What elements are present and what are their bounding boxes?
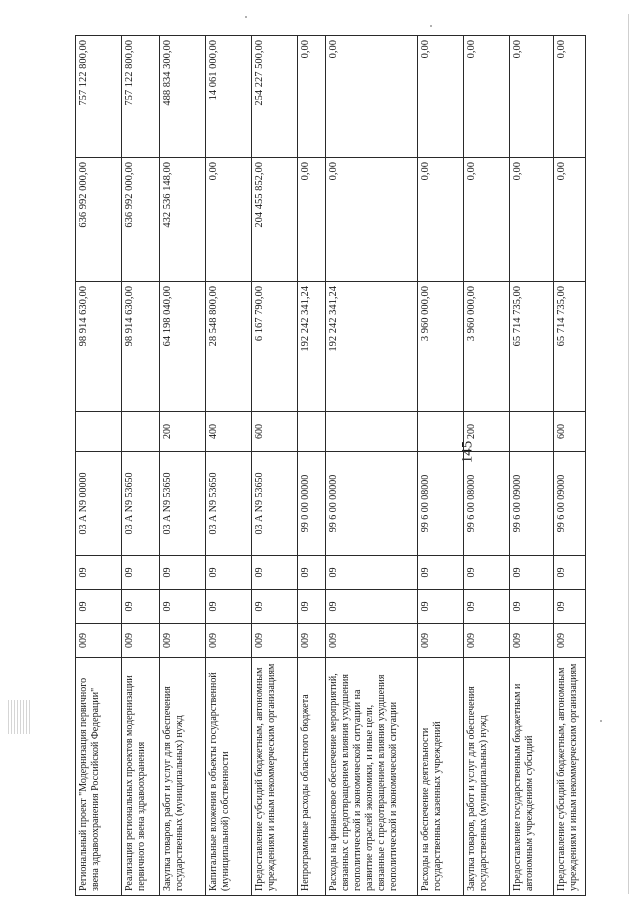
target-article-code: 03 А N9 53650 <box>160 452 206 556</box>
row-name: Предоставление субсидий бюджетным, автономным учреждениям и иным некоммерческим организациям <box>252 658 298 896</box>
expense-type-code <box>326 412 418 452</box>
amount-year-2: 432 536 148,00 <box>160 158 206 282</box>
section-code: 09 <box>510 590 554 624</box>
table-row <box>160 36 206 896</box>
amount-year-2: 0,00 <box>554 158 586 282</box>
amount-year-2: 0,00 <box>298 158 326 282</box>
subsection-code: 09 <box>122 556 160 590</box>
amount-year-1: 98 914 630,00 <box>122 282 160 412</box>
ministry-code: 009 <box>464 624 510 658</box>
section-code: 09 <box>326 590 418 624</box>
ministry-code: 009 <box>122 624 160 658</box>
amount-year-2: 0,00 <box>206 158 252 282</box>
row-name: Закупка товаров, работ и услуг для обеспечения государственных (муниципальных) нужд <box>160 658 206 896</box>
ministry-code: 009 <box>326 624 418 658</box>
scan-edge-line <box>628 14 629 894</box>
expense-type-code <box>298 412 326 452</box>
target-article-code: 03 А N9 53650 <box>206 452 252 556</box>
amount-year-3: 0,00 <box>554 36 586 158</box>
subsection-code: 09 <box>298 556 326 590</box>
target-article-code: 99 6 00 08000 <box>464 452 510 556</box>
table-row <box>76 36 122 896</box>
subsection-code: 09 <box>206 556 252 590</box>
section-code: 09 <box>298 590 326 624</box>
ministry-code: 009 <box>206 624 252 658</box>
table-row <box>464 36 510 896</box>
amount-year-1: 3 960 000,00 <box>418 282 464 412</box>
budget-table-rotated <box>75 36 585 896</box>
amount-year-3: 757 122 800,00 <box>122 36 160 158</box>
section-code: 09 <box>122 590 160 624</box>
target-article-code: 99 6 00 09000 <box>554 452 586 556</box>
ministry-code: 009 <box>554 624 586 658</box>
scan-speck <box>245 16 247 18</box>
subsection-code: 09 <box>510 556 554 590</box>
amount-year-3: 757 122 800,00 <box>76 36 122 158</box>
scan-speck <box>430 25 432 27</box>
row-name: Реализация региональных проектов модернизации первичного звена здравоохранения <box>122 658 160 896</box>
row-name: Предоставление государственным бюджетным и автономным учреждениям субсидий <box>510 658 554 896</box>
amount-year-1: 64 198 040,00 <box>160 282 206 412</box>
ministry-code: 009 <box>418 624 464 658</box>
section-code: 09 <box>464 590 510 624</box>
subsection-code: 09 <box>418 556 464 590</box>
amount-year-1: 98 914 630,00 <box>76 282 122 412</box>
target-article-code: 03 А N9 00000 <box>76 452 122 556</box>
amount-year-1: 192 242 341,24 <box>298 282 326 412</box>
table-row <box>554 36 586 896</box>
budget-table <box>75 35 586 896</box>
row-name: Закупка товаров, работ и услуг для обеспечения государственных (муниципальных) нужд <box>464 658 510 896</box>
table-row <box>298 36 326 896</box>
amount-year-2: 0,00 <box>510 158 554 282</box>
amount-year-1: 3 960 000,00 <box>464 282 510 412</box>
table-row <box>418 36 464 896</box>
row-name: Предоставление субсидий бюджетным, автономным учреждениям и иным некоммерческим организациям <box>554 658 586 896</box>
expense-type-code <box>510 412 554 452</box>
ministry-code: 009 <box>510 624 554 658</box>
row-name: Непрограммные расходы областного бюджета <box>298 658 326 896</box>
expense-type-code: 400 <box>206 412 252 452</box>
budget-table-body <box>76 36 586 896</box>
amount-year-1: 65 714 735,00 <box>554 282 586 412</box>
target-article-code: 99 6 00 09000 <box>510 452 554 556</box>
expense-type-code: 200 <box>160 412 206 452</box>
section-code: 09 <box>252 590 298 624</box>
amount-year-3: 0,00 <box>326 36 418 158</box>
amount-year-1: 6 167 790,00 <box>252 282 298 412</box>
section-code: 09 <box>418 590 464 624</box>
target-article-code: 99 0 00 00000 <box>298 452 326 556</box>
subsection-code: 09 <box>326 556 418 590</box>
subsection-code: 09 <box>252 556 298 590</box>
amount-year-1: 65 714 735,00 <box>510 282 554 412</box>
expense-type-code <box>76 412 122 452</box>
section-code: 09 <box>76 590 122 624</box>
page-number: 145 <box>459 440 476 464</box>
subsection-code: 09 <box>464 556 510 590</box>
expense-type-code: 200 <box>464 412 510 452</box>
expense-type-code <box>122 412 160 452</box>
target-article-code: 03 А N9 53650 <box>122 452 160 556</box>
target-article-code: 03 А N9 53650 <box>252 452 298 556</box>
section-code: 09 <box>160 590 206 624</box>
expense-type-code: 600 <box>554 412 586 452</box>
amount-year-3: 0,00 <box>298 36 326 158</box>
table-row <box>252 36 298 896</box>
expense-type-code: 600 <box>252 412 298 452</box>
row-name: Расходы на финансовое обеспечение мероприятий, связанных с предотвращением влияния ухудшения геополитической и экономической ситуации на развитие отраслей экономики, и иные цели, связанные с предотвращением влияния ухудшения геополитической и экономической ситуации <box>326 658 418 896</box>
amount-year-2: 0,00 <box>464 158 510 282</box>
amount-year-3: 488 834 300,00 <box>160 36 206 158</box>
table-row <box>122 36 160 896</box>
ministry-code: 009 <box>252 624 298 658</box>
scan-margin-artifact <box>8 700 30 734</box>
row-name: Региональный проект "Модернизация первичного звена здравоохранения Российской Федерации" <box>76 658 122 896</box>
target-article-code: 99 6 00 00000 <box>326 452 418 556</box>
table-row <box>510 36 554 896</box>
amount-year-2: 204 455 852,00 <box>252 158 298 282</box>
amount-year-2: 636 992 000,00 <box>76 158 122 282</box>
target-article-code: 99 6 00 08000 <box>418 452 464 556</box>
amount-year-3: 254 227 500,00 <box>252 36 298 158</box>
amount-year-1: 28 548 800,00 <box>206 282 252 412</box>
amount-year-2: 636 992 000,00 <box>122 158 160 282</box>
amount-year-2: 0,00 <box>418 158 464 282</box>
amount-year-1: 192 242 341,24 <box>326 282 418 412</box>
amount-year-3: 0,00 <box>418 36 464 158</box>
scan-speck <box>600 720 602 722</box>
row-name: Капитальные вложения в объекты государственной (муниципальной) собственности <box>206 658 252 896</box>
row-name: Расходы на обеспечение деятельности государственных казенных учреждений <box>418 658 464 896</box>
expense-type-code <box>418 412 464 452</box>
section-code: 09 <box>554 590 586 624</box>
amount-year-2: 0,00 <box>326 158 418 282</box>
section-code: 09 <box>206 590 252 624</box>
amount-year-3: 0,00 <box>510 36 554 158</box>
ministry-code: 009 <box>76 624 122 658</box>
amount-year-3: 0,00 <box>464 36 510 158</box>
amount-year-3: 14 061 000,00 <box>206 36 252 158</box>
table-row <box>206 36 252 896</box>
subsection-code: 09 <box>160 556 206 590</box>
ministry-code: 009 <box>160 624 206 658</box>
table-row <box>326 36 418 896</box>
subsection-code: 09 <box>554 556 586 590</box>
subsection-code: 09 <box>76 556 122 590</box>
ministry-code: 009 <box>298 624 326 658</box>
